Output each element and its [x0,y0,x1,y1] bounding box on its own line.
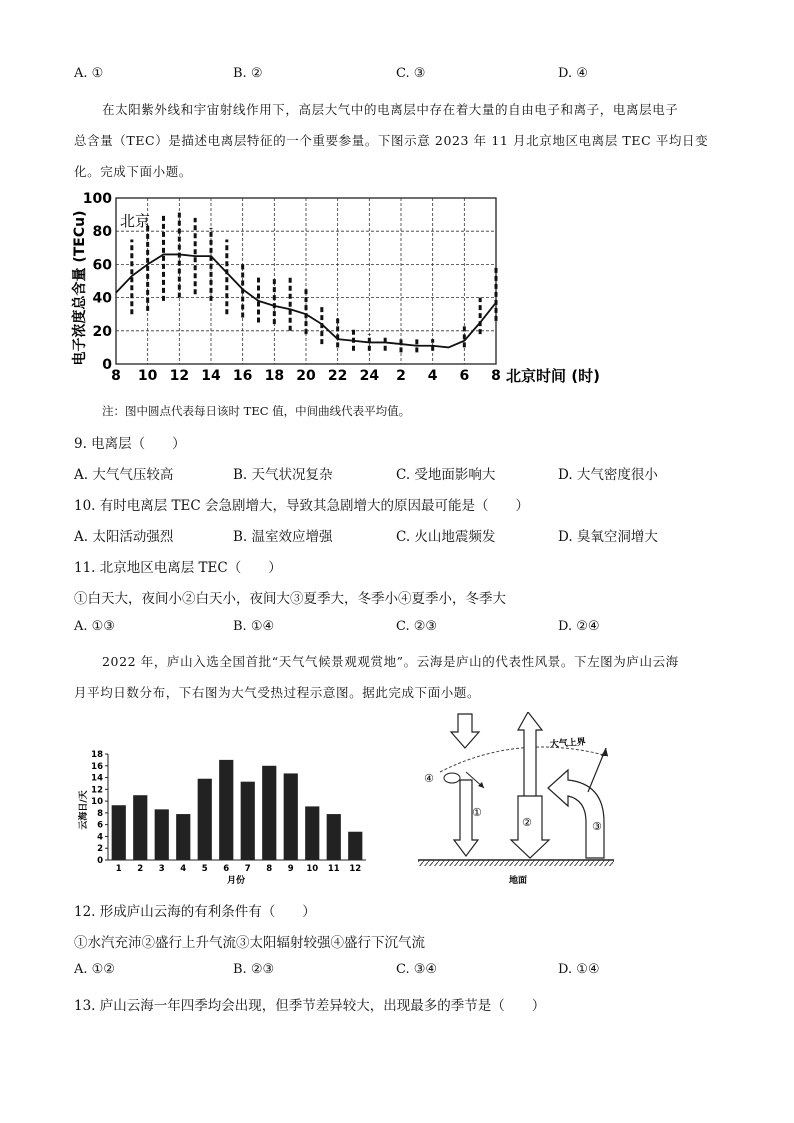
x-tick-label: 12 [169,368,190,384]
q11-stem: 11. 北京地区电离层 TEC（ ） [74,560,282,576]
bar-x-tick-label: 2 [137,864,144,874]
x-tick-label: 10 [137,368,158,384]
x-tick-label: 22 [327,368,348,384]
bar-x-tick-label: 8 [266,864,273,874]
x-tick-label: 14 [201,368,221,384]
x-tick-label: 18 [264,368,285,384]
x-tick-label: 4 [427,368,438,384]
q8-option-c: C. ③ [396,66,426,81]
bar-x-tick-label: 7 [244,864,251,874]
arrow-2-up-icon [518,712,542,802]
bar-x-tick-label: 9 [287,864,294,874]
bar-x-tick-label: 6 [223,864,230,874]
chart-title: 北京 [120,212,151,230]
y-tick-label: 60 [92,257,112,274]
bar [348,832,362,860]
label-4: ④ [424,772,434,785]
intro1-line2: 总含量（TEC）是描述电离层特征的一个重要参量。下图示意 2023 年 11 月北京地区电离层 TEC 平均日变 [74,133,709,148]
q11-option-c: C. ②③ [396,619,438,634]
q9-option-b: B. 天气状况复杂 [233,467,333,483]
q11-option-b: B. ①④ [233,619,275,634]
q10-stem: 10. 有时电离层 TEC 会急剧增大，导致其急剧增大的原因最可能是（ ） [74,498,530,514]
q13-stem: 13. 庐山云海一年四季均会出现，但季节差异较大，出现最多的季节是（ ） [74,998,546,1014]
bar-x-tick-label: 12 [349,864,362,874]
bar-x-tick-label: 10 [306,864,319,874]
q10-option-a: A. 太阳活动强烈 [74,529,174,545]
x-tick-label: 8 [111,368,121,384]
q12-option-d: D. ①④ [558,962,600,977]
chart-note: 注：图中圆点代表每日该时 TEC 值，中间曲线代表平均值。 [102,404,411,418]
intro1-line1: 在太阳紫外线和宇宙射线作用下，高层大气中的电离层中存在着大量的自由电子和离子，电离层电子 [102,102,679,117]
cloud-sea-bar-chart [74,742,374,888]
bar-y-tick-label: 4 [97,832,103,843]
x-tick-label: 24 [359,368,380,384]
bar-x-tick-label: 1 [115,864,122,874]
bar-y-tick-label: 6 [97,820,103,831]
bar-y-tick-label: 10 [91,797,103,808]
q12-option-a: A. ①② [74,962,115,977]
bar-x-tick-label: 5 [201,864,208,874]
q10-option-b: B. 温室效应增强 [233,529,333,545]
bar-y-tick-label: 8 [97,808,103,819]
q10-option-d: D. 臭氧空洞增大 [558,529,658,545]
atmospheric-heating-diagram [418,712,618,890]
bar [305,806,319,860]
x-tick-label: 2 [396,368,406,384]
q8-option-a: A. ① [74,66,104,81]
q9-option-d: D. 大气密度很小 [558,467,658,483]
x-tick-label: 8 [491,368,501,384]
bar-y-tick-label: 16 [91,761,103,772]
q8-option-d: D. ④ [558,66,588,81]
intro2-line2: 月平均日数分布，下右图为大气受热过程示意图。据此完成下面小题。 [74,685,481,700]
x-tick-label: 6 [459,368,470,384]
atmosphere-top-label: 大气上界 [549,737,587,750]
bar [284,773,298,860]
bar [327,814,341,860]
bar-y-tick-label: 0 [97,856,103,866]
intro1-line3: 化。完成下面小题。 [74,164,192,179]
q10-option-c: C. 火山地震频发 [396,529,496,545]
q12-stem: 12. 形成庐山云海的有利条件有（ ） [74,904,316,920]
tec-chart [60,188,630,393]
bar-y-tick-label: 14 [91,773,103,784]
y-tick-label: 80 [92,224,112,241]
q9-option-c: C. 受地面影响大 [396,467,496,483]
y-tick-label: 0 [102,357,112,373]
bar-y-tick-label: 18 [91,750,103,760]
bar-y-tick-label: 2 [97,844,103,855]
bar [155,809,169,860]
incoming-solar-arrow [451,714,479,748]
chart-ylabel: 电子浓度总含量 (TECu) [72,210,88,366]
q12-option-b: B. ②③ [233,962,275,977]
x-tick-label: 16 [232,368,253,384]
ground-label: 地面 [508,876,528,886]
intro2-line1: 2022 年，庐山入选全国首批“天气气候景观观赏地”。云海是庐山的代表性风景。下左图为庐山云海 [102,654,679,669]
bar-x-tick-label: 11 [327,864,340,874]
q8-option-b: B. ② [233,66,263,81]
q9-option-a: A. 大气气压较高 [74,467,174,483]
x-tick-label: 20 [296,368,316,384]
bar [176,814,190,860]
q11-statements: ①白天大，夜间小②白天小，夜间大③夏季大，冬季小④夏季小，冬季大 [74,591,506,607]
cloud-icon [444,773,460,783]
q11-option-d: D. ②④ [558,619,600,634]
label-3: ③ [592,820,602,833]
label-1: ① [472,806,482,819]
bar [198,779,212,860]
bar-chart-xlabel: 月份 [226,876,246,886]
bar [241,782,255,860]
ground-hatching [418,860,614,866]
bar-x-tick-label: 4 [180,864,187,874]
bar [219,760,233,860]
bar-x-tick-label: 3 [158,864,165,874]
q12-statements: ①水汽充沛②盛行上升气流③太阳辐射较强④盛行下沉气流 [74,935,425,951]
y-tick-label: 40 [92,290,112,307]
chart-xlabel: 北京时间 (时) [506,367,600,385]
q9-stem: 9. 电离层（ ） [74,436,186,452]
q12-option-c: C. ③④ [396,962,438,977]
y-tick-label: 100 [82,191,112,207]
bar [112,805,126,860]
q11-option-a: A. ①③ [74,619,115,634]
label-2: ② [522,816,532,829]
bar [262,766,276,860]
bar-y-tick-label: 12 [91,785,103,796]
arrow-3-icon [548,770,604,858]
bar-chart-ylabel: 云海日/天 [79,790,89,830]
bar [133,795,147,860]
y-tick-label: 20 [92,323,112,340]
